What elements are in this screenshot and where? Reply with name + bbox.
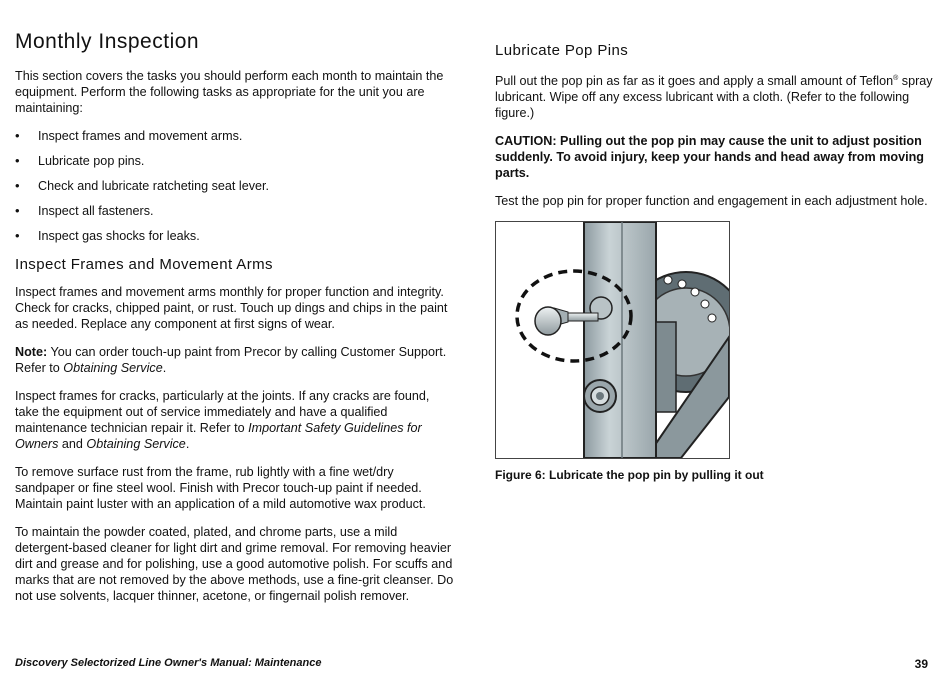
pop-pin-paragraph [495,71,935,121]
page-number: 39 [914,657,928,671]
list-item: • Lubricate pop pins. [15,153,455,169]
pop-pin-text: Pull out the pop pin as far as it goes and apply a small amount of Teflon [495,74,894,89]
note-reference: Obtaining Service [63,361,163,375]
page-footer [15,657,928,671]
pop-pins-heading: Lubricate Pop Pins [495,42,629,59]
page-title: Monthly Inspection [15,30,200,53]
task-list [15,128,455,244]
list-item: • Inspect all fasteners. [15,203,455,219]
list-item: • Inspect frames and movement arms. [15,128,455,144]
safety-guidelines-reference: Important Safety Guidelines for Owners [15,421,422,451]
cracks-end: . [185,437,190,451]
obtaining-service-reference: Obtaining Service [86,437,186,451]
intro-paragraph: This section covers the tasks you should perform each month to maintain the equipment. Perform the following tasks as appropriate for the unit you are maintaining: [15,69,444,115]
frames-heading: Inspect Frames and Movement Arms [15,256,273,273]
pop-pin-figure [495,221,730,459]
cracks-text: Inspect frames for cracks, particularly at the joints. If any cracks are found, take the equipment out of service immediately and have a qualified maintenance technician repair it. Refer to [15,389,430,435]
note-text: You can order touch-up paint from Precor by calling Customer Support. Refer to [15,345,447,375]
figure-caption: Figure 6: Lubricate the pop pin by pulling it out [495,468,764,483]
note-end: . [162,361,167,375]
left-column [15,30,455,616]
pop-pin-text-cont: spray lubricant. Wipe off any excess lubricant with a cloth. (Refer to the following figure.) [495,74,933,121]
manual-title: Discovery Selectorized Line Owner's Manual: Maintenance [15,657,322,669]
registered-mark: ® [893,75,899,82]
list-item: • Inspect gas shocks for leaks. [15,228,455,244]
note-label: Note: [15,345,48,359]
list-item: • Check and lubricate ratcheting seat lever. [15,178,455,194]
cracks-and: and [58,437,87,451]
test-paragraph: Test the pop pin for proper function and engagement in each adjustment hole. [495,194,928,209]
cracks-paragraph [15,388,455,452]
right-column [495,42,935,483]
pop-pin-illustration [496,222,729,458]
note-paragraph [15,344,455,376]
frames-paragraph: Inspect frames and movement arms monthly for proper function and integrity. Check for cracks, chipped paint, or rust. Touch up dings and chips in the paint as needed. Replace any component at first signs of wear. [15,285,448,331]
rust-paragraph: To remove surface rust from the frame, rub lightly with a fine wet/dry sandpaper or fine steel wool. Finish with Precor touch-up paint if needed. Maintain paint luster with an application of a mild automotive wax product. [15,465,426,511]
cleaning-paragraph: To maintain the powder coated, plated, and chrome parts, use a mild detergent-based cleaner for light dirt and grime removal. For removing heavier dirt and grease and for polishing, use a good automotive polish. For scuffs and marks that are not removed by the above methods, use a fine-grit cleanser. Do not use solvents, lacquer thinner, acetone, or fingernail polish remover. [15,525,454,603]
caution-paragraph: CAUTION: Pulling out the pop pin may cause the unit to adjust position suddenly. To avoid injury, keep your hands and head away from moving parts. [495,134,924,181]
